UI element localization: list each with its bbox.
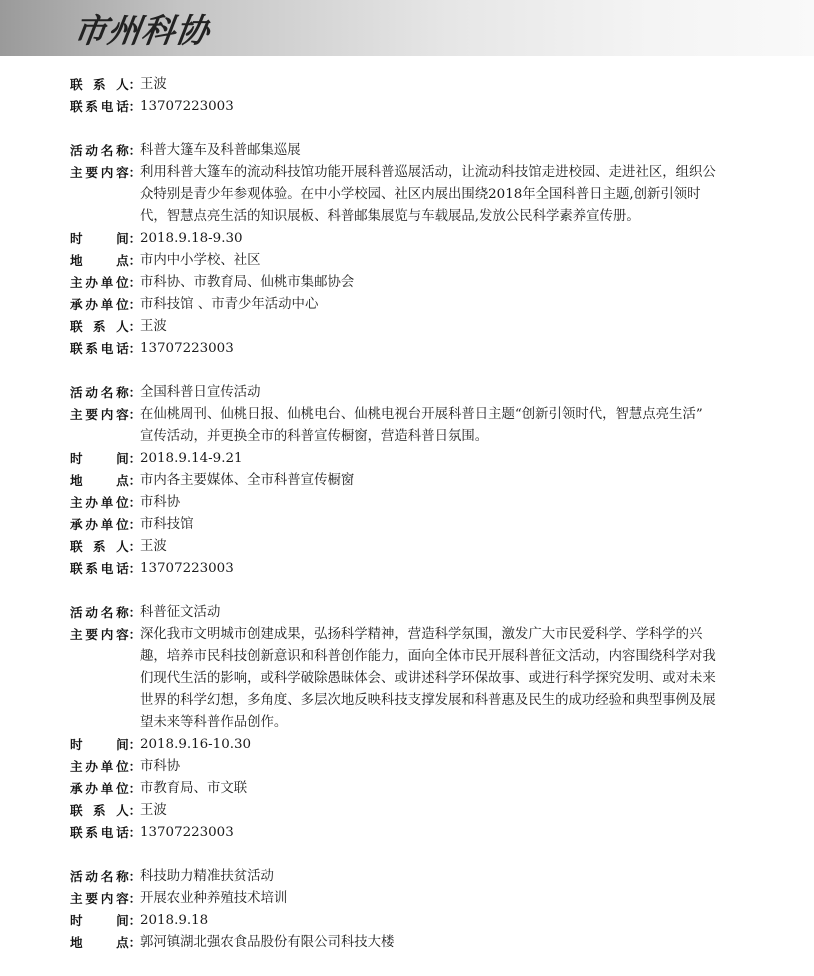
field-label-text: 主 办 单 位 xyxy=(70,275,129,290)
field-row xyxy=(70,470,750,492)
field-row xyxy=(70,250,750,272)
field-label: 时 间 ： xyxy=(70,734,140,756)
field-label: 时 间 ： xyxy=(70,910,140,932)
field-value xyxy=(140,822,750,844)
field-row xyxy=(70,228,750,250)
page-title: 市州科协 xyxy=(70,11,213,50)
field-value-line: 郭河镇湖北强农食品股份有限公司科技大楼 xyxy=(140,935,395,950)
field-label-text: 主 办 单 位 xyxy=(70,495,129,510)
field-label-text: 时 间 xyxy=(70,231,129,246)
field-row xyxy=(70,866,750,888)
field-label-text: 时 间 xyxy=(70,913,129,928)
field-value xyxy=(140,536,750,558)
field-label: 主 要 内 容 ： xyxy=(70,162,140,228)
field-label: 联 系 电 话 ： xyxy=(70,822,140,844)
field-label: 时 间 ： xyxy=(70,448,140,470)
field-value-line: 利用科普大篷车的流动科技馆功能开展科普巡展活动，让流动科技馆走进校园、走进社区，组织公 xyxy=(140,165,716,180)
field-value xyxy=(140,272,750,294)
field-label-text: 主 要 内 容 xyxy=(70,407,129,422)
field-value-line: 市科技馆 xyxy=(140,517,194,532)
field-value-line: 世界的科学幻想，多角度、多层次地反映科技支撑发展和科普惠及民生的成功经验和典型事例及展 xyxy=(140,693,716,708)
field-value-line: 市科协 xyxy=(140,759,181,774)
field-value-line: 开展农业种养殖技术培训 xyxy=(140,891,288,906)
field-label-text: 联 系 人 xyxy=(70,803,129,818)
field-value-line: 科普大篷车及科普邮集巡展 xyxy=(140,143,301,158)
field-value xyxy=(140,602,750,624)
field-row xyxy=(70,822,750,844)
field-label-text: 承 办 单 位 xyxy=(70,517,129,532)
field-label-text: 活 动 名 称 xyxy=(70,605,129,620)
field-value xyxy=(140,910,750,932)
field-value-line: 市内各主要媒体、全市科普宣传橱窗 xyxy=(140,473,355,488)
activity-block xyxy=(70,866,750,954)
field-row xyxy=(70,162,750,228)
field-value-line: 深化我市文明城市创建成果，弘扬科学精神，营造科学氛围，激发广大市民爱科学、学科学的兴 xyxy=(140,627,703,642)
field-row xyxy=(70,74,750,96)
field-row xyxy=(70,624,750,734)
field-label: 联 系 电 话 ： xyxy=(70,96,140,118)
field-value-line: 市科技馆 、市青少年活动中心 xyxy=(140,297,319,312)
field-value xyxy=(140,778,750,800)
field-label-text: 地 点 xyxy=(70,935,129,950)
field-value-line: 在仙桃周刊、仙桃日报、仙桃电台、仙桃电视台开展科普日主题“创新引领时代，智慧点亮生活” xyxy=(140,407,703,422)
field-label-text: 联 系 电 话 xyxy=(70,341,129,356)
field-label: 主 办 单 位 ： xyxy=(70,272,140,294)
field-row xyxy=(70,910,750,932)
field-row xyxy=(70,404,750,448)
field-label-text: 活 动 名 称 xyxy=(70,143,129,158)
field-value xyxy=(140,404,750,448)
field-value-line: 2018.9.18 xyxy=(140,913,209,928)
field-row xyxy=(70,602,750,624)
field-value-line: 13707223003 xyxy=(140,825,234,840)
field-value-line: 王波 xyxy=(140,539,167,554)
field-value-line: 市教育局、市文联 xyxy=(140,781,248,796)
field-label: 联 系 电 话 ： xyxy=(70,558,140,580)
field-value xyxy=(140,96,750,118)
field-label: 主 办 单 位 ： xyxy=(70,756,140,778)
field-value-line: 13707223003 xyxy=(140,99,234,114)
field-row xyxy=(70,800,750,822)
field-label: 主 办 单 位 ： xyxy=(70,492,140,514)
field-row xyxy=(70,734,750,756)
field-value-line: 王波 xyxy=(140,77,167,92)
field-label-text: 活 动 名 称 xyxy=(70,869,129,884)
field-value xyxy=(140,888,750,910)
field-value-line: 市科协 xyxy=(140,495,181,510)
field-value xyxy=(140,558,750,580)
field-label: 联 系 人 ： xyxy=(70,74,140,96)
field-value xyxy=(140,756,750,778)
field-row xyxy=(70,382,750,404)
field-value xyxy=(140,74,750,96)
field-label: 活 动 名 称 ： xyxy=(70,866,140,888)
field-label-text: 主 办 单 位 xyxy=(70,759,129,774)
activity-list xyxy=(70,74,750,976)
field-label: 联 系 人 ： xyxy=(70,800,140,822)
field-label-text: 地 点 xyxy=(70,473,129,488)
field-value xyxy=(140,250,750,272)
field-value-line: 们现代生活的影响，或科学破除愚昧体会、或讲述科学环保故事、或进行科学探究发明、或对未来 xyxy=(140,671,716,686)
field-value-line: 科技助力精准扶贫活动 xyxy=(140,869,274,884)
activity-block xyxy=(70,602,750,844)
field-row xyxy=(70,96,750,118)
field-label-text: 活 动 名 称 xyxy=(70,385,129,400)
field-row xyxy=(70,888,750,910)
field-value-line: 王波 xyxy=(140,319,167,334)
field-label: 活 动 名 称 ： xyxy=(70,140,140,162)
field-value xyxy=(140,140,750,162)
field-value xyxy=(140,382,750,404)
field-label-text: 主 要 内 容 xyxy=(70,165,129,180)
field-value xyxy=(140,162,750,228)
field-row xyxy=(70,492,750,514)
field-row xyxy=(70,448,750,470)
field-label-text: 联 系 电 话 xyxy=(70,561,129,576)
field-label: 主 要 内 容 ： xyxy=(70,404,140,448)
field-row xyxy=(70,932,750,954)
field-value xyxy=(140,470,750,492)
field-value xyxy=(140,800,750,822)
field-row xyxy=(70,756,750,778)
field-row xyxy=(70,514,750,536)
field-value-line: 13707223003 xyxy=(140,341,234,356)
activity-block xyxy=(70,74,750,118)
activity-block xyxy=(70,140,750,360)
page-header-banner xyxy=(0,0,814,56)
field-label-text: 时 间 xyxy=(70,451,129,466)
field-value-line: 2018.9.18-9.30 xyxy=(140,231,243,246)
field-label-text: 地 点 xyxy=(70,253,129,268)
field-value xyxy=(140,514,750,536)
field-label: 联 系 人 ： xyxy=(70,316,140,338)
field-value xyxy=(140,294,750,316)
field-value xyxy=(140,492,750,514)
field-label: 主 要 内 容 ： xyxy=(70,888,140,910)
field-value xyxy=(140,932,750,954)
field-value-line: 13707223003 xyxy=(140,561,234,576)
field-row xyxy=(70,272,750,294)
field-label-text: 承 办 单 位 xyxy=(70,297,129,312)
field-value xyxy=(140,338,750,360)
field-value xyxy=(140,734,750,756)
field-label: 主 要 内 容 ： xyxy=(70,624,140,734)
field-label-text: 承 办 单 位 xyxy=(70,781,129,796)
field-value xyxy=(140,866,750,888)
field-value-line: 王波 xyxy=(140,803,167,818)
field-row xyxy=(70,536,750,558)
field-label: 承 办 单 位 ： xyxy=(70,514,140,536)
field-label-text: 联 系 电 话 xyxy=(70,825,129,840)
field-row xyxy=(70,140,750,162)
field-label: 地 点 ： xyxy=(70,250,140,272)
field-value-line: 趣，培养市民科技创新意识和科普创作能力，面向全体市民开展科普征文活动，内容围绕科学对我 xyxy=(140,649,716,664)
field-label-text: 主 要 内 容 xyxy=(70,627,129,642)
field-label: 承 办 单 位 ： xyxy=(70,294,140,316)
activity-block xyxy=(70,382,750,580)
field-value-line: 科普征文活动 xyxy=(140,605,221,620)
field-value-line: 全国科普日宣传活动 xyxy=(140,385,261,400)
field-value-line: 2018.9.16-10.30 xyxy=(140,737,252,752)
field-label: 联 系 人 ： xyxy=(70,536,140,558)
field-value-line: 望未来等科普作品创作。 xyxy=(140,715,288,730)
field-label-text: 主 要 内 容 xyxy=(70,891,129,906)
field-value-line: 2018.9.14-9.21 xyxy=(140,451,243,466)
field-value-line: 市内中小学校、社区 xyxy=(140,253,261,268)
field-label: 活 动 名 称 ： xyxy=(70,602,140,624)
field-value-line: 宣传活动，并更换全市的科普宣传橱窗，营造科普日氛围。 xyxy=(140,429,489,444)
field-label-text: 联 系 人 xyxy=(70,77,129,92)
field-label: 联 系 电 话 ： xyxy=(70,338,140,360)
field-label: 地 点 ： xyxy=(70,932,140,954)
field-label-text: 联 系 电 话 xyxy=(70,99,129,114)
field-row xyxy=(70,338,750,360)
field-label: 承 办 单 位 ： xyxy=(70,778,140,800)
field-row xyxy=(70,778,750,800)
field-value xyxy=(140,624,750,734)
field-label-text: 联 系 人 xyxy=(70,539,129,554)
field-label: 地 点 ： xyxy=(70,470,140,492)
field-label: 时 间 ： xyxy=(70,228,140,250)
field-row xyxy=(70,558,750,580)
field-row xyxy=(70,294,750,316)
field-row xyxy=(70,316,750,338)
field-value-line: 代，智慧点亮生活的知识展板、科普邮集展览与车载展品,发放公民科学素养宣传册。 xyxy=(140,209,640,224)
field-label: 活 动 名 称 ： xyxy=(70,382,140,404)
field-value-line: 市科协、市教育局、仙桃市集邮协会 xyxy=(140,275,355,290)
field-label-text: 联 系 人 xyxy=(70,319,129,334)
field-value xyxy=(140,316,750,338)
field-value xyxy=(140,448,750,470)
field-value xyxy=(140,228,750,250)
field-label-text: 时 间 xyxy=(70,737,129,752)
field-value-line: 众特别是青少年参观体验。在中小学校园、社区内展出围绕2018年全国科普日主题,创新引领时 xyxy=(140,187,701,202)
